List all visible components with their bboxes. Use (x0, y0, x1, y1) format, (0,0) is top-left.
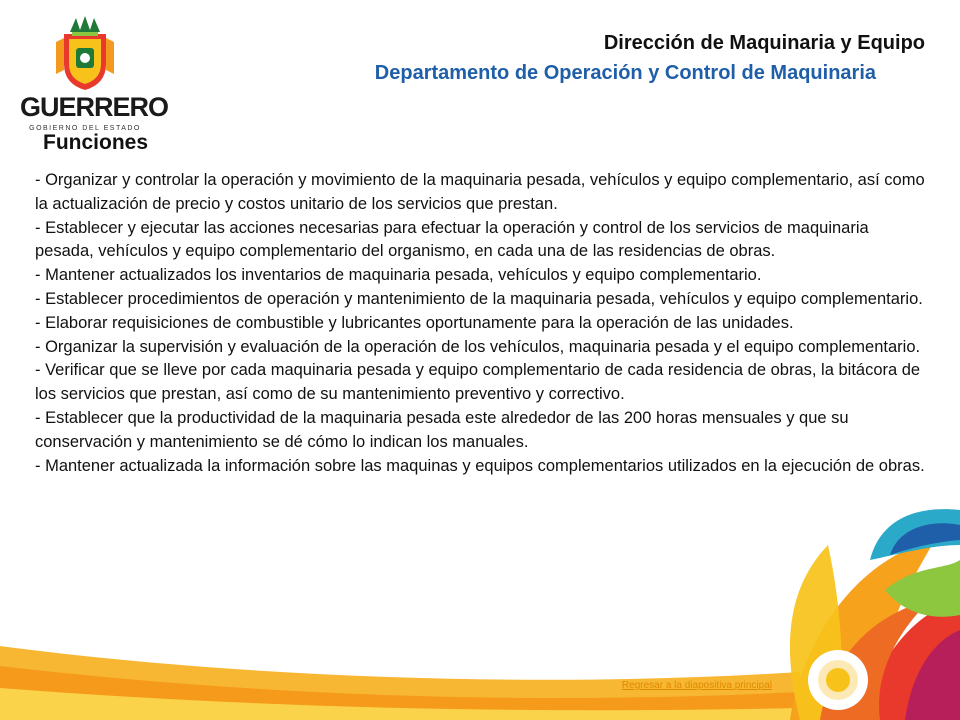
functions-list (35, 169, 930, 478)
section-heading: Funciones (43, 131, 149, 154)
function-item: - Verificar que se lleve por cada maquinaria pesada y equipo complementario de cada residencia de obras, la bitácora de los servicios que prestan, así como de su mantenimiento preventivo y correctivo. (35, 361, 921, 404)
function-item: - Establecer procedimientos de operación y mantenimiento de la maquinaria pesada, vehículos y equipo complementario. (35, 289, 923, 308)
function-item: - Organizar y controlar la operación y movimiento de la maquinaria pesada, vehículos y equipo complementario, así como la actualización de precio y costos unitario de los servicios que prestan. (35, 171, 925, 213)
function-item: - Mantener actualizados los inventarios de maquinaria pesada, vehículos y equipo complementario. (35, 266, 762, 285)
function-item: - Establecer y ejecutar las acciones necesarias para efectuar la operación y control de los servicios de maquinaria pesada, vehículos y equipo complementario del organismo, en cada una de las residencias de obras. (35, 218, 869, 261)
back-to-main-slide-link[interactable]: Regresar a la diapositiva principal (621, 680, 772, 691)
function-item: - Elaborar requisiciones de combustible y lubricantes oportunamente para la operación de las unidades. (35, 313, 794, 332)
logo-wordmark: GUERRERO (20, 92, 169, 122)
flower-decoration (790, 509, 960, 720)
function-item: - Establecer que la productividad de la maquinaria pesada este alrededor de las 200 horas mensuales y que su conservación y mantenimiento se dé cómo lo indican los manuales. (35, 408, 849, 451)
logo-tagline: GOBIERNO DEL ESTADO (29, 125, 141, 132)
function-item: - Mantener actualizada la información sobre las maquinas y equipos complementarios utilizados en la ejecución de obras. (35, 456, 925, 475)
page-subtitle: Departamento de Operación y Control de Maquinaria (374, 62, 876, 84)
page-title: Dirección de Maquinaria y Equipo (603, 32, 925, 54)
function-item: - Organizar la supervisión y evaluación de la operación de los vehículos, maquinaria pesada y el equipo complementario. (35, 337, 921, 356)
